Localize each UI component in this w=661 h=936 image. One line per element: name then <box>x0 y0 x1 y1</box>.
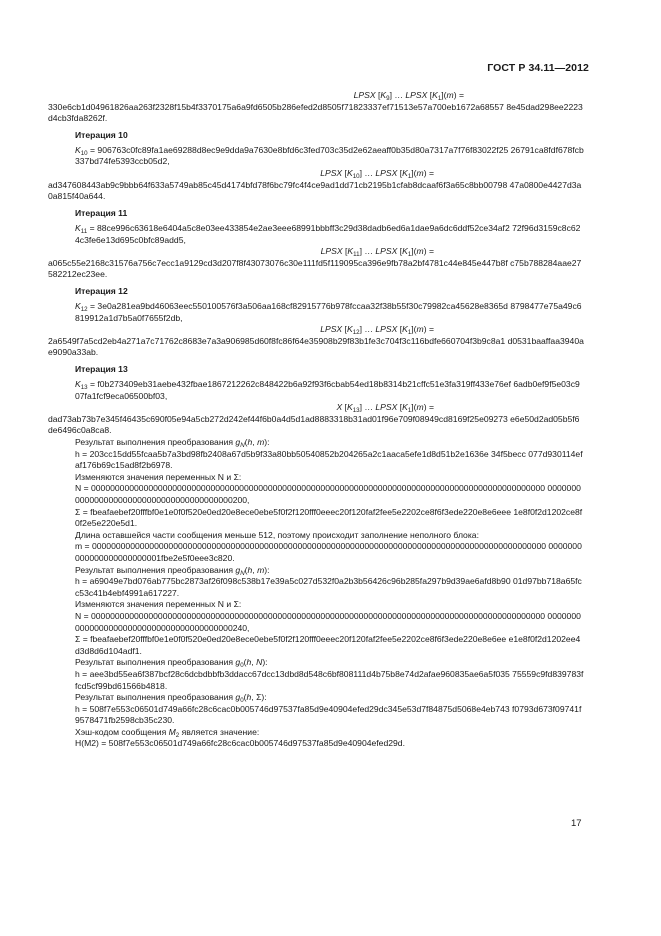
lpsx-line-11: LPSX $[K_{11}]$ … LPSX $[K_1](m)$ = <box>320 246 434 259</box>
N-value-1: N = 00000000000000000000000000000000000000000000000000000000000000000000000000000000000000000000000 0000000000000000000000000000000000000000200, <box>75 483 581 505</box>
k10-row: $K_{10}$ = 906763c0fc89fa1ae69288d8ec9e9dda9a7630e8bfd6c3fed703c35d2e62aeaff0b35d80a7317a7f76f83022f25 26791ca8fdf678fcb337bd74fe5393ccb05d2, <box>75 144 584 167</box>
standard-header: ГОСТ Р 34.11—2012 <box>487 62 589 74</box>
g0S-value: h = 508f7e553c06501d749a66fc28c6cac0b005746d97537fa85d9e40904efed29dc345e53d7f84875d5068e4eb743 f0793d673f09741f9578471fb2598cb35c230. <box>75 703 582 726</box>
padding-label: Длина оставшейся части сообщения меньше 512, поэтому происходит заполнение неполного блока: <box>75 529 479 540</box>
result-12: 2a6549f7a5cd2eb4a271a7c71762c8683e7a3a906985d60f8fc86f64e35908b29f83b1fe3c704f3c116bdfe660704f3b9c8a1 d0531baaffaa3940ae9090a33ab. <box>48 335 584 358</box>
result-11: a065c55e2168c31576a756c7ecc1a9129cd3d207f8f43073076c30e111fd5f119095ca396e9fb78a2bf4781c44e845e447b8f c75b788284aae27582212ec23ee. <box>48 257 582 280</box>
heading-iteration-10: Итерация 10 <box>75 130 128 141</box>
result-10: ad347608443ab9c9bbb64f633a5749ab85c45d4174bfd78f6bc79fc4f4ce9ad1dd71cb2195b1cfab8dcaaf6f3a65c8bb00798 47a0800e4427d3a0a815f40a644. <box>48 179 582 202</box>
k13-value: = f0b273409eb31aebe432fbae1867212262c848422b6a92f93f6cbab54ed18b8314b21cffc51e3fa319ff433e76ef 6adb0ef9f5e03c907fa1fcf9eca06500bf03, <box>75 379 580 401</box>
lpsx-line-12: LPSX $[K_{12}]$ … LPSX $[K_1](m)$ = <box>320 324 434 337</box>
k12-row: $K_{12}$ = 3e0a281ea9bd46063eec550100576f3a506aa168cf82915776b978fccaa32f38b55f30c79982ca45628e8365d 8798477e75a49c6819912a1d7b5a0f7655f2db, <box>75 301 582 323</box>
heading-iteration-13: Итерация 13 <box>75 364 128 375</box>
x-line-13: X $[K_{13}]$ … LPSX $[K_1](m)$ = <box>336 402 434 415</box>
gN-label-1: Результат выполнения преобразования $g_N(h$, m): <box>75 437 270 450</box>
g0S-label: Результат выполнения преобразования $g_0(h$, Σ): <box>75 692 267 705</box>
N-value-2: N = 00000000000000000000000000000000000000000000000000000000000000000000000000000000000000000000000 0000000000000000000000000000000000000000240, <box>75 610 581 633</box>
lpsx-line-9: LPSX $[K_9]$ … LPSX $[K_1](m)$ = <box>353 90 464 102</box>
g0N-label: Результат выполнения преобразования $g_0(h$, N): <box>75 657 268 670</box>
hash-label: Хэш-кодом сообщения $M_2$ является значение: <box>75 726 260 739</box>
k11-value: = 88ce996c63618e6404a5c8e03ee433854e2ae3eee68991bbbff3c29d38dadb6ed6a1dae9a6dc6ddf52ce34af2 72f96d3159c8c624c3fe6e13d695c0bfc89add5, <box>75 222 581 245</box>
hash-value: H(M2) = 508f7e553c06501d749a66fc28c6cac0b005746d97537fa85d9e40904efed29d. <box>75 738 405 749</box>
gN-value-2: h = a69049e7bd076ab775bc2873af26f098c538b17e39a5c027d532f0a2b3b56426c96b285fa297b9d39ae6afd8b90 01d97bb718a65fcc53c41b4ebf4991a617227. <box>75 576 582 598</box>
vars-label-2: Изменяются значения переменных N и Σ: <box>75 599 242 610</box>
k13-row: $K_{13}$ = f0b273409eb31aebe432fbae1867212262c848422b6a92f93f6cbab54ed18b8314b21cffc51e3fa319ff433e76ef 6adb0ef9f5e03c907fa1fcf9eca06500bf03, <box>75 379 580 401</box>
g0N-value: h = aee3bd55ea6f387bcf28c6dcbdbbfb3ddacc67dcc13dbd8d548c6bf808111d4b75b8e74d2afae960835ae6a5f035 75559c9fd839783ffcd5cf99bd61566b4818. <box>75 668 584 691</box>
sigma-value-1: Σ = fbeafaebef20fffbf0e1e0f0f520e0ed20e8ece0ebe5f0f2f120fff0eeec20f120faf2fee5e2202ce8f6f3ede220e8e6eee 1e8f0f2d1202ce8f0f2e5e220e5d1. <box>75 506 583 529</box>
k11-row: $K_{11}$ = 88ce996c63618e6404a5c8e03ee433854e2ae3eee68991bbbff3c29d38dadb6ed6a1dae9a6dc6ddf52ce34af2 72f96d3159c8c624c3fe6e13d695c0bfc89add5, <box>75 222 581 245</box>
result-9: 330e6cb1d04961826aa263f2328f15b4f3370175a6a9fd6505b286efed2d8505f71823337ef71513e57a700eb1672a68557 8e45dad298ee2223d4cb3fda8262f. <box>48 101 583 124</box>
lpsx-line-10: LPSX $[K_{10}]$ … LPSX $[K_1](m)$ = <box>320 168 434 181</box>
gN-value-1: h = 203cc15dd55fcaa5b7a3bd98fb2408a67d5b9f33a80bb50540852b204265a2c1aaca5efe1d8d51b2e1636e 34f5becc 077d930114efaf176b69c15ad8f2b6978. <box>75 448 583 471</box>
result-13: dad73ab73b7e345f46435c690f05e94a5cb272d242ef44f6b0a4d5d1ad8883318b31ad01f96e709f08949cd8169f25e09273 e6e50d2ad05b5f6de6496c0a8ca8. <box>48 413 580 436</box>
heading-iteration-11: Итерация 11 <box>75 208 128 219</box>
k10-value: = 906763c0fc89fa1ae69288d8ec9e9dda9a7630e8bfd6c3fed703c35d2e62aeaff0b35d80a7317a7f76f83022f25 26791ca8fdf678fcb337bd74fe5393ccb05d2, <box>75 144 584 167</box>
heading-iteration-12: Итерация 12 <box>75 286 128 297</box>
vars-label-1: Изменяются значения переменных N и Σ: <box>75 471 242 482</box>
gN-label-2: Результат выполнения преобразования $g_N(h$, m): <box>75 564 270 577</box>
sigma-value-2: Σ = fbeafaebef20fffbf0e1e0f0f520e0ed20e8ece0ebe5f0f2f120fff0eeec20f120faf2fee5e2202ce8f6f3ede220e8e6ee e1e8f0f2d1202ee4d3d8d6d104adf1. <box>75 634 581 656</box>
page-number: 17 <box>571 818 582 829</box>
padded-m-value: m = 00000000000000000000000000000000000000000000000000000000000000000000000000000000000000000000000 0000000000000000000000001fbe2e5f0eee3c820. <box>75 541 582 563</box>
k12-value: = 3e0a281ea9bd46063eec550100576f3a506aa168cf82915776b978fccaa32f38b55f30c79982ca45628e8365d 8798477e75a49c6819912a1d7b5a0f7655f2db, <box>75 301 582 323</box>
page-content <box>48 90 584 750</box>
